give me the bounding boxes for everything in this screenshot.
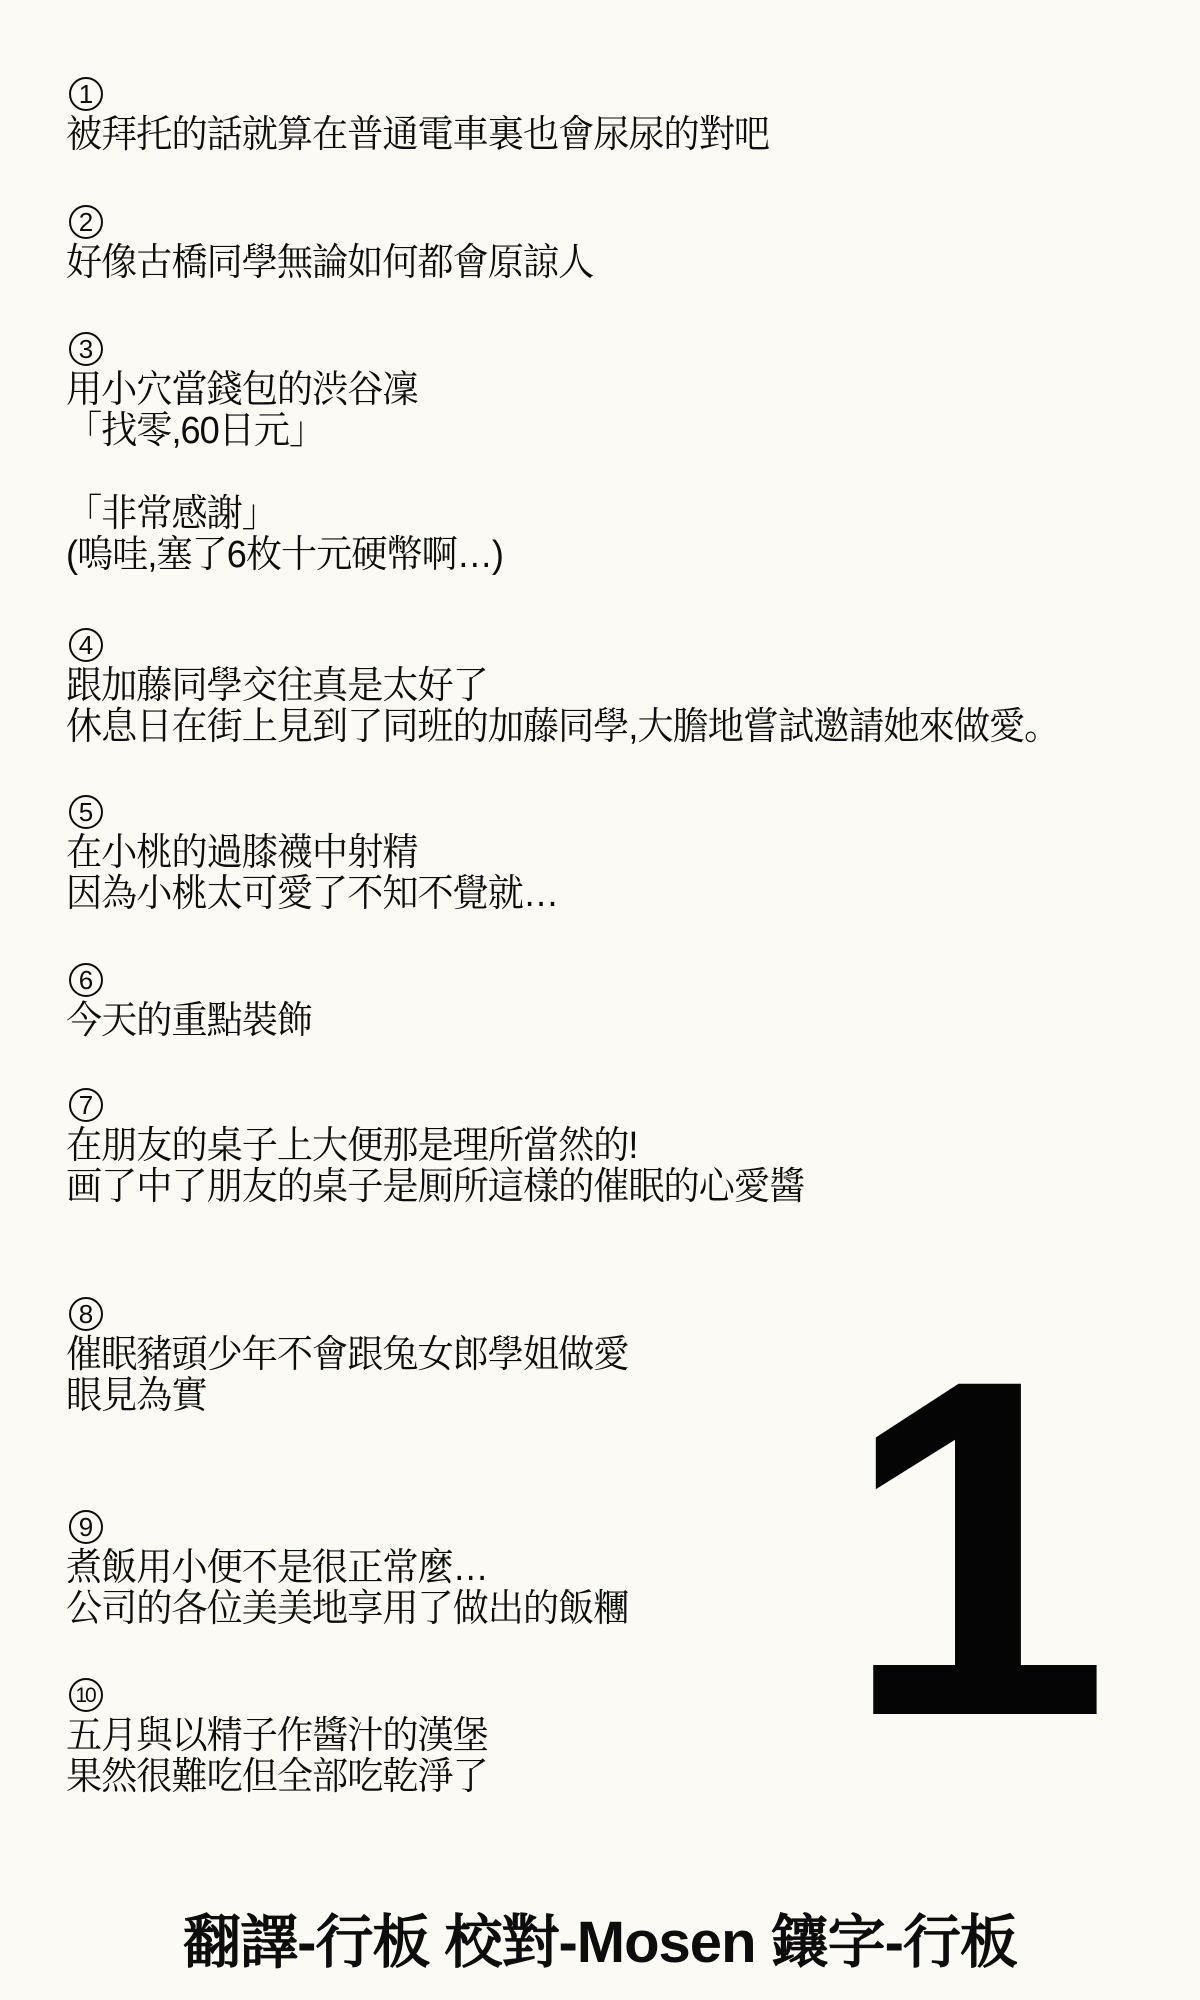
page-number-large: 1 <box>843 1279 1110 1816</box>
item-number-badge: 6 <box>69 963 103 997</box>
note-line: 好像古橋同學無論如何都會原諒人 <box>66 242 594 284</box>
item-number-badge: 5 <box>69 795 103 829</box>
note-line: 「找零,60日元」 <box>66 410 325 452</box>
note-line: 公司的各位美美地享用了做出的飯糰 <box>66 1588 629 1630</box>
note-block <box>66 205 621 284</box>
note-line: 在朋友的桌子上大便那是理所當然的! <box>66 1125 638 1167</box>
note-line: 在小桃的過膝襪中射精 <box>66 832 418 874</box>
item-number-badge: 4 <box>69 628 103 662</box>
note-line: 煮飯用小便不是很正常麼… <box>66 1547 488 1589</box>
note-block <box>66 963 325 1042</box>
note-line: 「非常感謝」 <box>66 493 277 535</box>
note-block <box>66 1678 510 1798</box>
note-line: 画了中了朋友的桌子是厠所這樣的催眠的心愛醬 <box>66 1166 805 1208</box>
note-block <box>66 494 526 576</box>
item-number-badge: 7 <box>69 1088 103 1122</box>
item-number-badge: 1 <box>69 77 103 111</box>
note-line: 眼見為實 <box>66 1375 207 1417</box>
note-block <box>66 628 1112 748</box>
note-line: 今天的重點裝飾 <box>66 1000 313 1042</box>
item-number-badge: 2 <box>69 205 103 239</box>
note-line: (嗚哇,塞了6枚十元硬幣啊…) <box>66 534 504 576</box>
item-number-badge: 10 <box>69 1678 103 1712</box>
note-line: 被拜托的話就算在普通電車裏也會尿尿的對吧 <box>66 114 770 156</box>
note-line: 用小穴當錢包的渋谷凜 <box>66 369 418 411</box>
note-block <box>66 795 584 915</box>
note-line: 果然很難吃但全部吃乾淨了 <box>66 1756 488 1798</box>
credits-footer: 翻譯-行板 校對-Mosen 鑲字-行板 <box>183 1910 1017 1975</box>
note-block <box>66 1297 658 1417</box>
item-number-badge: 3 <box>69 332 103 366</box>
note-block <box>66 332 436 452</box>
note-block <box>66 1088 843 1208</box>
note-block <box>66 1510 658 1630</box>
note-line: 因為小桃太可愛了不知不覺就… <box>66 873 559 915</box>
note-block <box>66 77 806 156</box>
note-line: 休息日在街上見到了同班的加藤同學,大膽地嘗試邀請她來做愛。 <box>66 706 1060 748</box>
item-number-badge: 9 <box>69 1510 103 1544</box>
note-line: 催眠豬頭少年不會跟兔女郎學姐做愛 <box>66 1334 629 1376</box>
note-line: 五月與以精子作醬汁的漢堡 <box>66 1715 488 1757</box>
note-line: 跟加藤同學交往真是太好了 <box>66 665 488 707</box>
item-number-badge: 8 <box>69 1297 103 1331</box>
